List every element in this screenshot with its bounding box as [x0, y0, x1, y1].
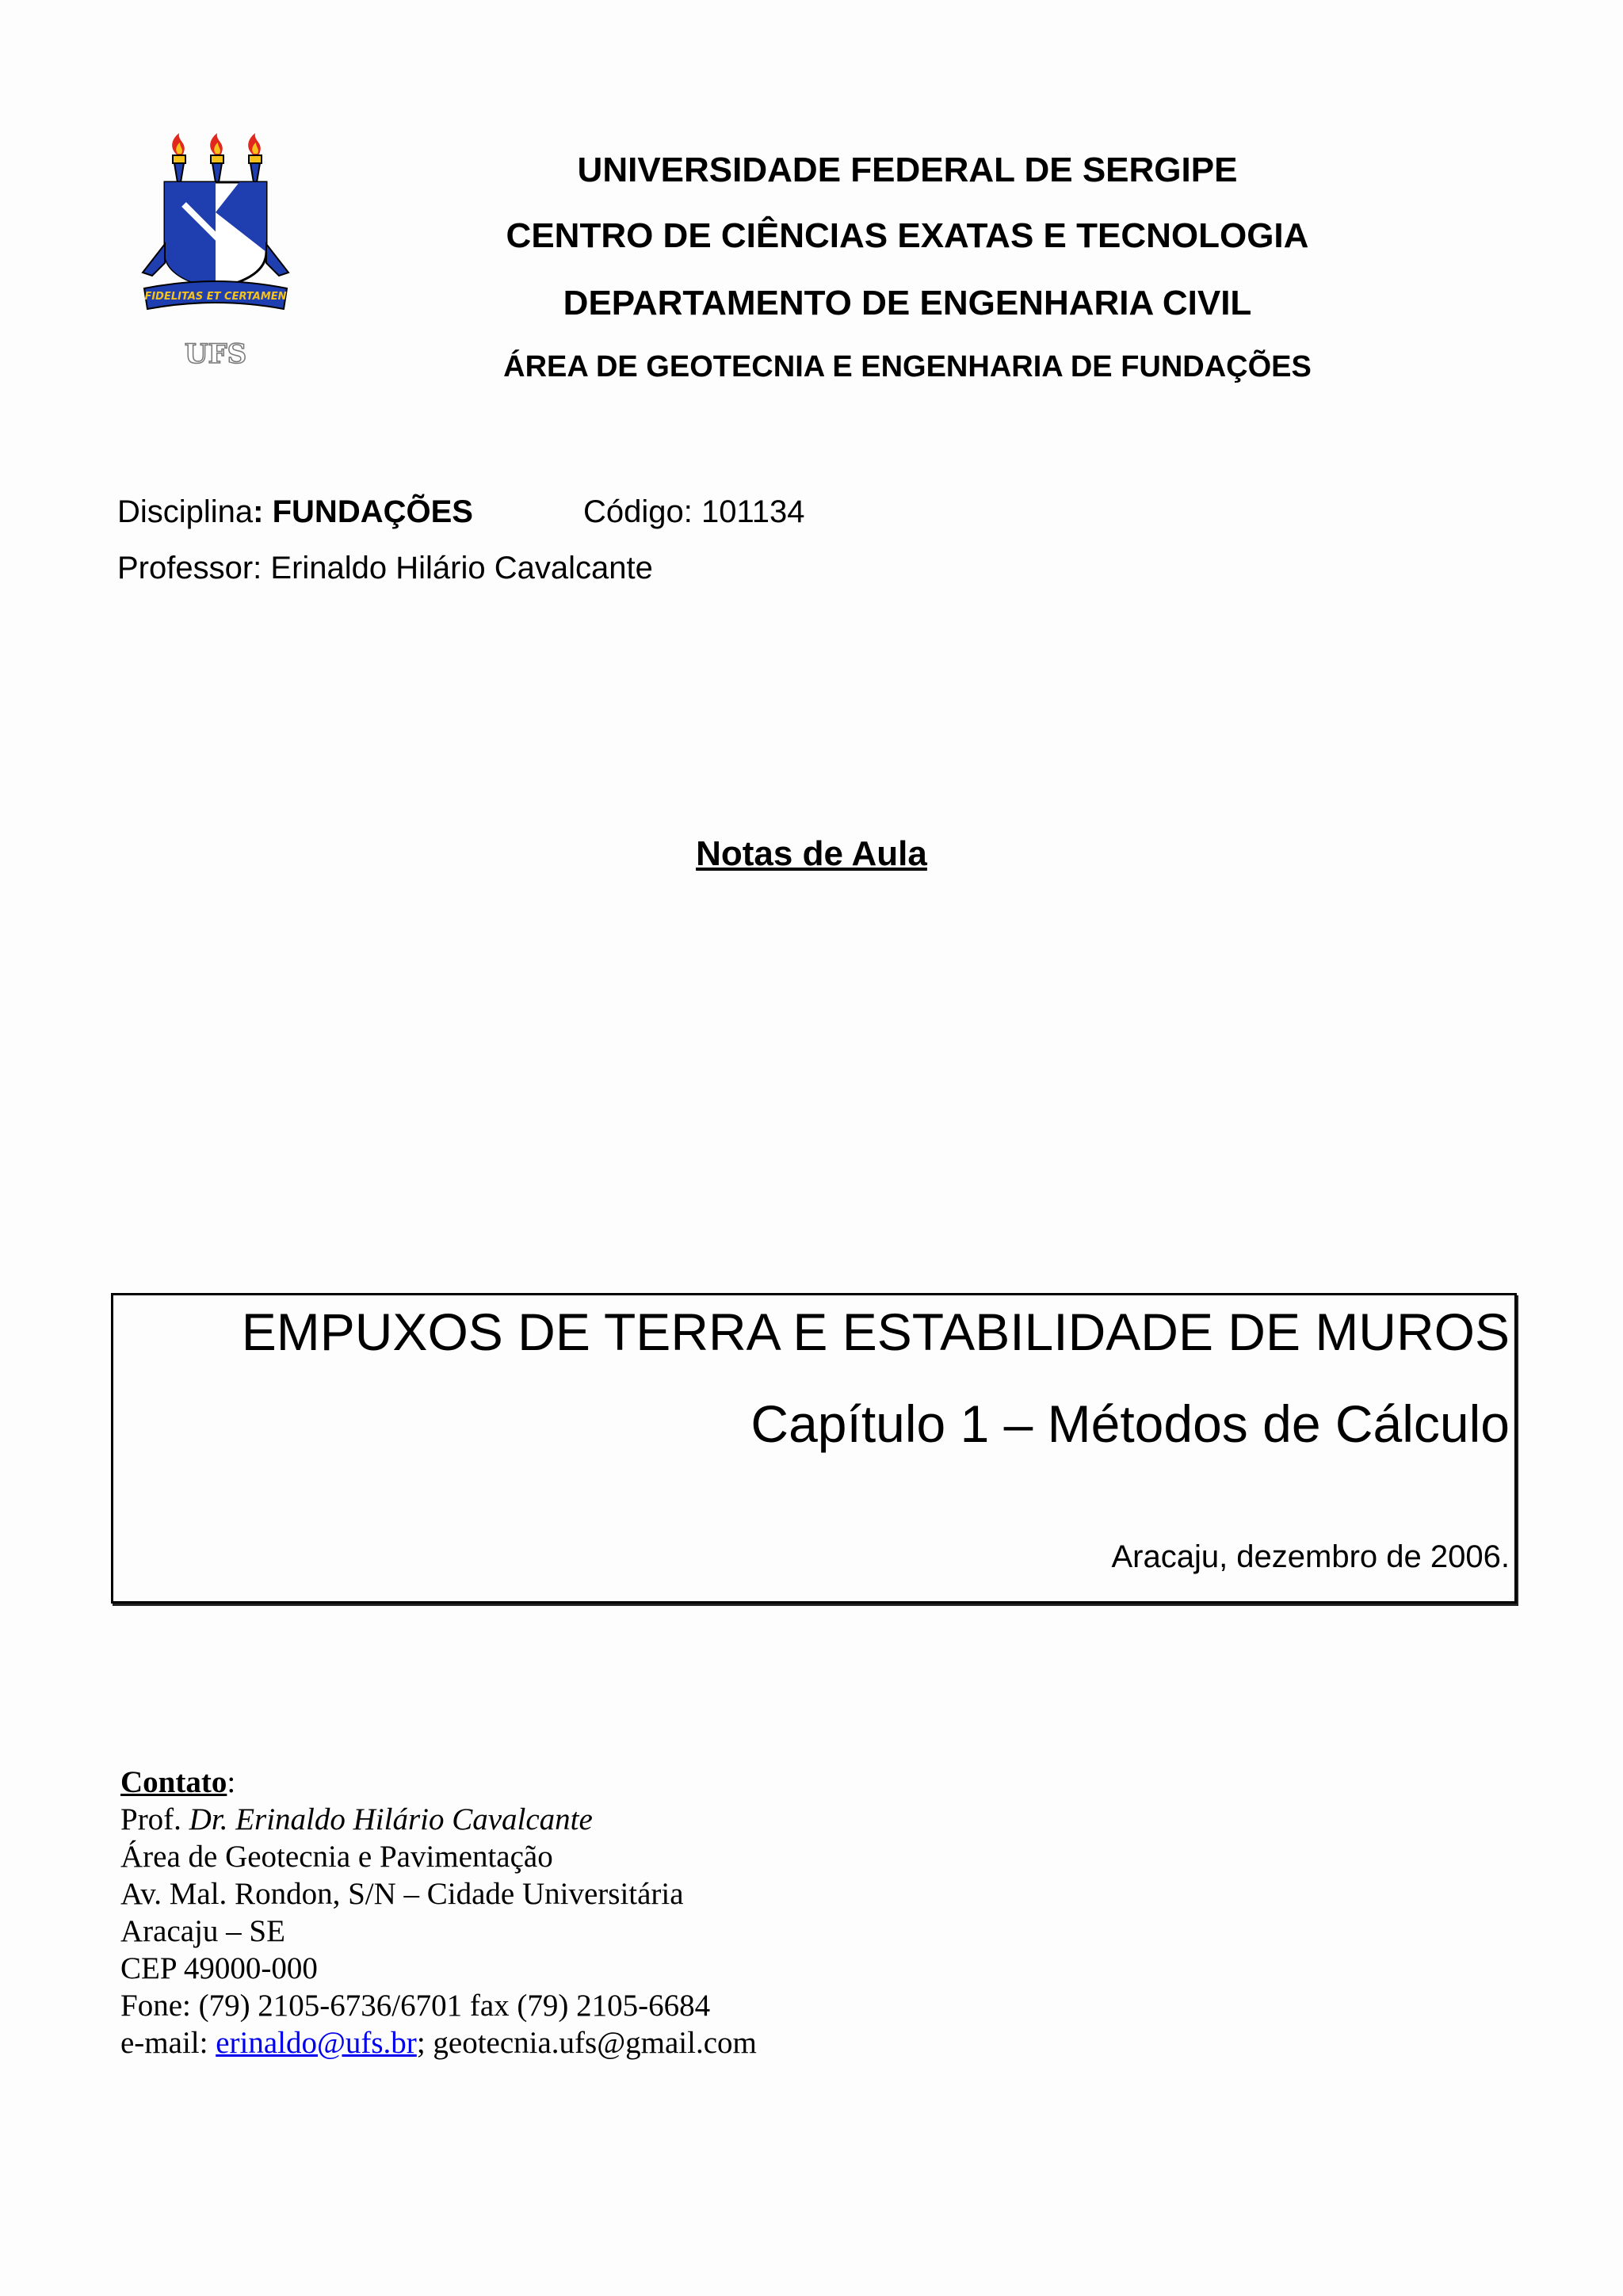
email-prefix: e-mail: — [120, 2026, 216, 2060]
contact-prof-prefix: Prof. — [120, 1802, 189, 1836]
contact-email-line — [120, 2024, 757, 2061]
ufs-logo — [136, 133, 295, 379]
contact-phone: Fone: (79) 2105-6736/6701 fax (79) 2105-6684 — [120, 1989, 711, 2023]
ufs-crest-icon — [136, 133, 295, 379]
logo-motto: FIDELITAS ET CERTAMEN — [144, 291, 287, 303]
contact-address: Av. Mal. Rondon, S/N – Cidade Universitária — [120, 1877, 684, 1911]
contact-heading-suffix: : — [227, 1765, 236, 1799]
logo-label: UFS — [184, 338, 247, 370]
contact-block — [120, 1764, 757, 2061]
email-link[interactable]: erinaldo@ufs.br — [216, 2026, 417, 2060]
discipline-line — [117, 494, 473, 530]
document-date: Aracaju, dezembro de 2006. — [1111, 1539, 1510, 1574]
contact-area: Área de Geotecnia e Pavimentação — [120, 1840, 553, 1874]
department-name: DEPARTAMENTO DE ENGENHARIA CIVIL — [563, 284, 1252, 322]
contact-city: Aracaju – SE — [120, 1914, 285, 1948]
contact-prof-line — [120, 1801, 757, 1838]
document-title: EMPUXOS DE TERRA E ESTABILIDADE DE MUROS — [241, 1302, 1510, 1361]
professor-line: Professor: Erinaldo Hilário Cavalcante — [117, 551, 653, 585]
contact-heading: Contato — [120, 1765, 227, 1799]
contact-heading-line — [120, 1764, 757, 1801]
email-secondary: ; geotecnia.ufs@gmail.com — [416, 2026, 757, 2060]
university-name: UNIVERSIDADE FEDERAL DE SERGIPE — [577, 151, 1238, 189]
center-name: CENTRO DE CIÊNCIAS EXATAS E TECNOLOGIA — [506, 216, 1309, 255]
area-name: ÁREA DE GEOTECNIA E ENGENHARIA DE FUNDAÇÕES — [503, 350, 1312, 383]
contact-cep: CEP 49000-000 — [120, 1951, 318, 1985]
contact-prof-name: Dr. Erinaldo Hilário Cavalcante — [189, 1802, 593, 1836]
discipline-label: Disciplina — [117, 494, 254, 529]
torch-icon — [172, 133, 185, 182]
chapter-title: Capítulo 1 – Métodos de Cálculo — [750, 1394, 1510, 1453]
course-code: Código: 101134 — [583, 494, 805, 529]
torch-icon — [210, 133, 223, 182]
title-box — [111, 1293, 1517, 1604]
discipline-value: : FUNDAÇÕES — [253, 494, 473, 529]
torch-icon — [248, 133, 262, 182]
notes-title: Notas de Aula — [696, 834, 927, 873]
